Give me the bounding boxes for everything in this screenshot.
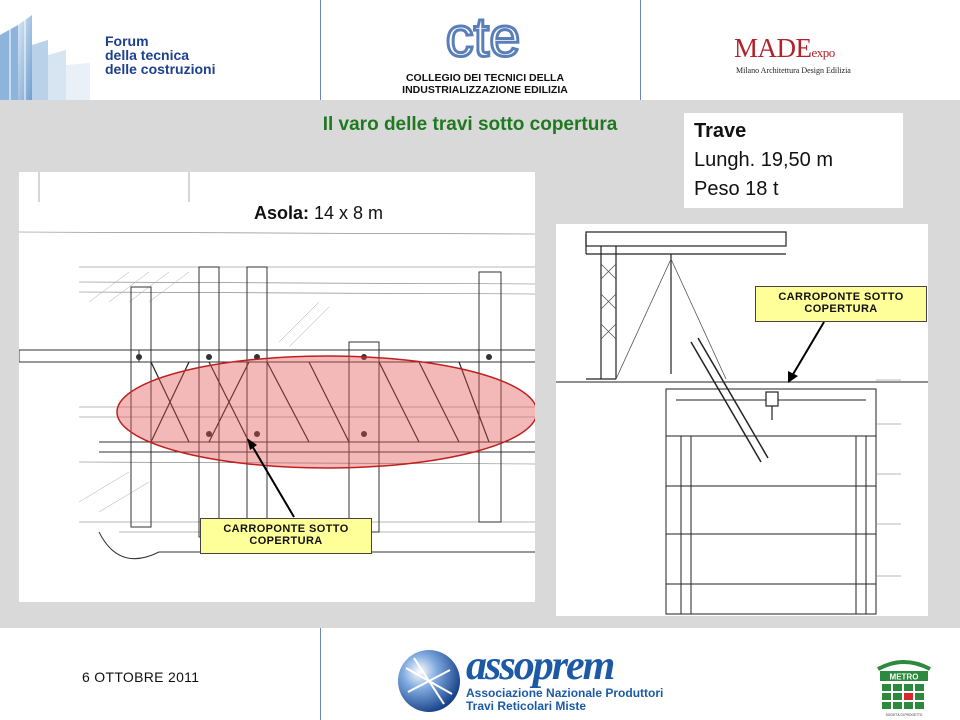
asola-label — [254, 203, 383, 224]
cte-line-1: COLLEGIO DEI TECNICI DELLA — [405, 72, 565, 84]
assoprem-line-1: Associazione Nazionale Produttori — [466, 686, 664, 700]
callout-left-line-2: COPERTURA — [249, 535, 323, 547]
section-drawing-svg — [556, 224, 928, 616]
trave-weight: Peso 18 t — [694, 178, 779, 200]
section-drawing — [556, 224, 928, 616]
cte-logo-text: cte — [445, 8, 521, 68]
metro-caption: SOCIETÀ DI PROGETTO — [885, 713, 923, 717]
forum-line-3: delle costruzioni — [105, 61, 216, 77]
header-divider-left — [320, 0, 321, 100]
forum-line-2: della tecnica — [105, 47, 190, 63]
slide-date: 6 OTTOBRE 2011 — [82, 669, 200, 685]
metro-logo-text: METRO — [889, 672, 919, 682]
footer-divider-left — [320, 628, 321, 720]
made-logo-suffix: expo — [811, 45, 835, 60]
trave-length: Lungh. 19,50 m — [694, 149, 833, 171]
assoprem-subtitle — [466, 687, 663, 713]
slide-footer — [0, 628, 960, 720]
assoprem-line-2: Travi Reticolari Miste — [466, 699, 587, 713]
trave-info-box — [684, 113, 903, 208]
highlight-ellipse — [117, 356, 535, 468]
forum-logo-icon — [0, 5, 100, 100]
cte-logo-icon — [438, 8, 528, 70]
made-logo-main: MADE — [734, 33, 812, 63]
asola-value: 14 x 8 m — [309, 203, 384, 223]
callout-right-line-2: COPERTURA — [804, 303, 878, 315]
made-subtitle: Milano Architettura Design Edilizia — [736, 66, 851, 75]
trave-title: Trave — [694, 120, 747, 142]
assoprem-name: assoprem — [466, 643, 614, 689]
cte-line-2: INDUSTRIALIZZAZIONE EDILIZIA — [402, 84, 568, 96]
slide-title: Il varo delle travi sotto copertura — [322, 114, 618, 135]
made-expo-logo — [734, 33, 835, 64]
cte-caption — [380, 72, 590, 96]
callout-carroponte-right — [755, 286, 927, 322]
asola-title: Asola: — [254, 203, 310, 223]
callout-carroponte-left — [200, 518, 372, 554]
forum-title — [105, 34, 215, 76]
forum-line-1: Forum — [105, 33, 149, 49]
header-divider-right — [640, 0, 641, 100]
assoprem-logo-icon — [396, 648, 462, 714]
callout-left-line-1: CARROPONTE SOTTO — [223, 523, 349, 535]
slide-header — [0, 0, 960, 100]
callout-right-line-1: CARROPONTE SOTTO — [778, 291, 904, 303]
metro-logo-icon — [876, 655, 932, 717]
slide-body — [0, 100, 960, 628]
